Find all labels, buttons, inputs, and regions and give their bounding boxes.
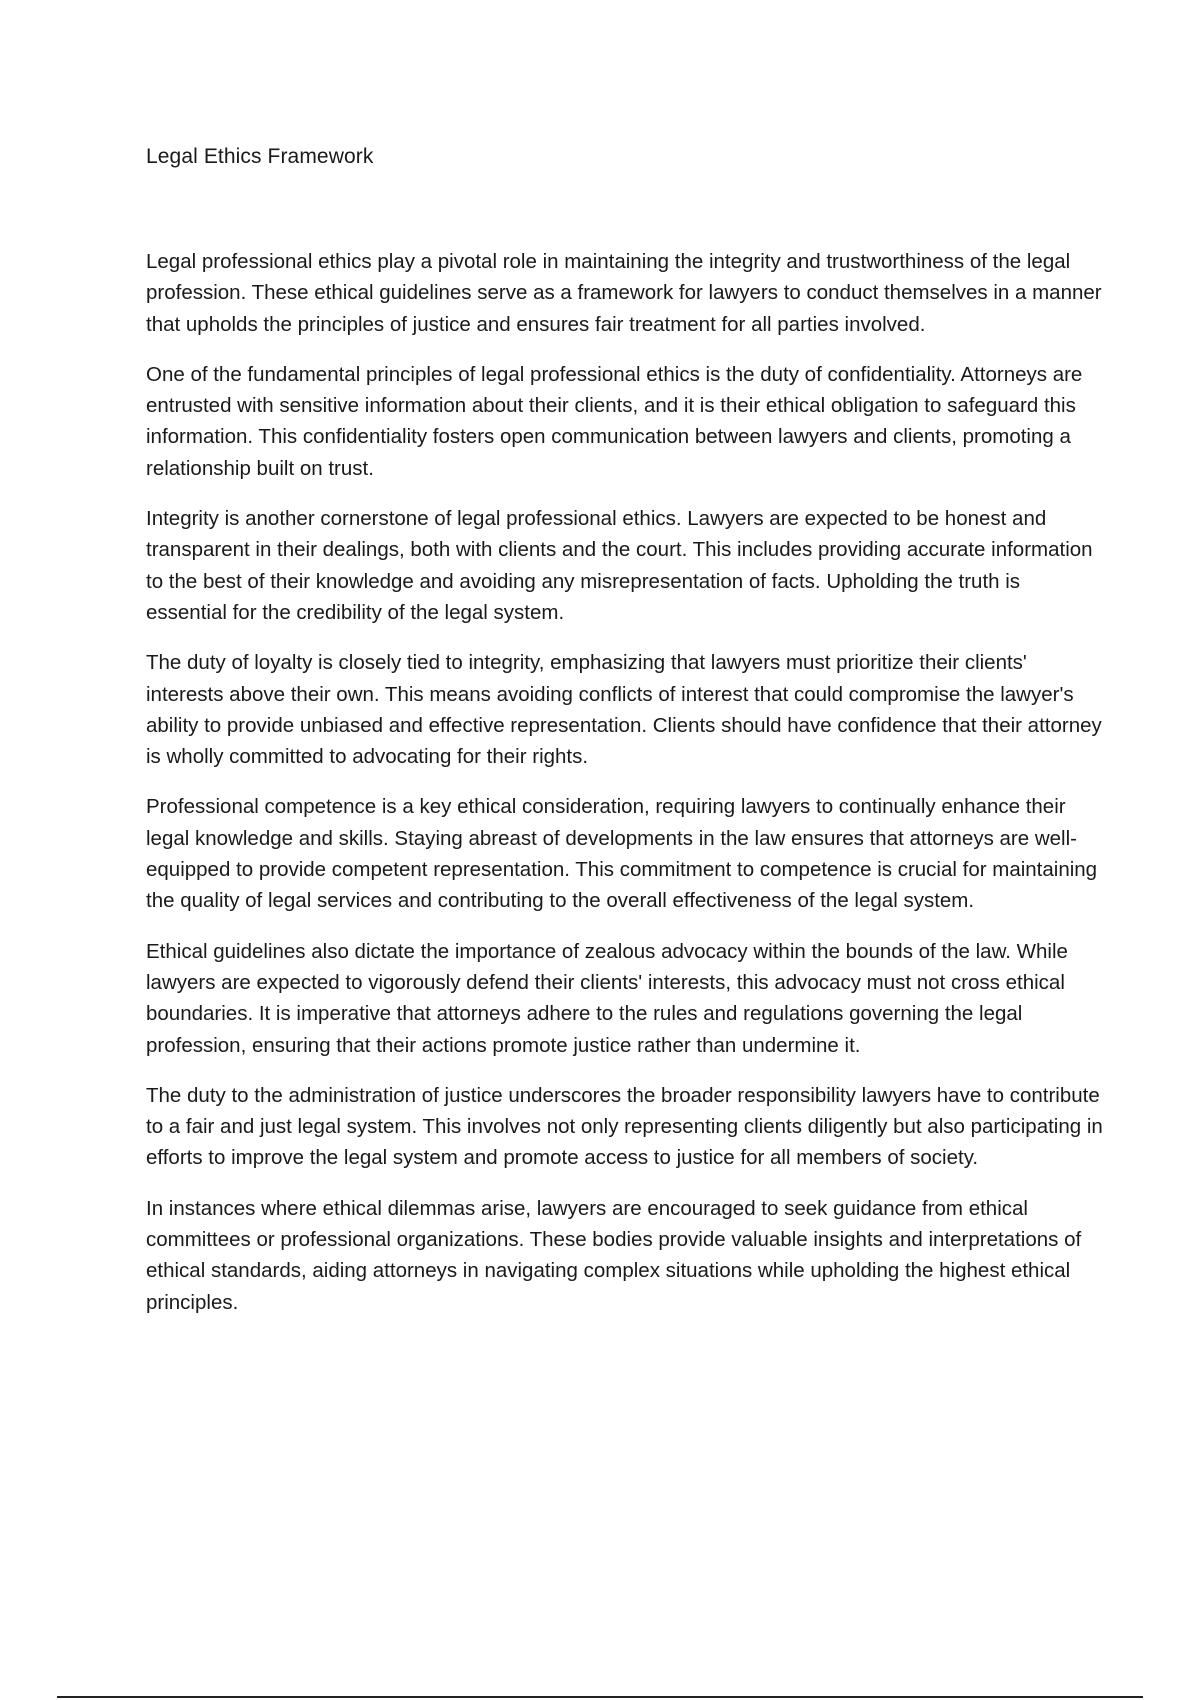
paragraph-zealous-advocacy: Ethical guidelines also dictate the importance of zealous advocacy within the bounds of the law. While lawyers are expected to vigorously defend their clients' interests, this advocacy must not cross ethical boundaries. It is imperative that attorneys adhere to the rules and regulations governing the legal profession, ensuring that their actions promote justice rather than undermine it. (146, 939, 1068, 1057)
document-title: Legal Ethics Framework (146, 145, 374, 168)
paragraph-confidentiality: One of the fundamental principles of legal professional ethics is the duty of confidentiality. Attorneys are entrusted with sensitive information about their clients, and it is their ethical obligation to safeguard this information. This confidentiality fosters open communication between lawyers and clients, promoting a relationship built on trust. (146, 362, 1083, 480)
page-bottom-divider (57, 1696, 1143, 1698)
paragraph-administration-of-justice: The duty to the administration of justice underscores the broader responsibility lawyers have to contribute to a fair and just legal system. This involves not only representing clients diligently but also participating in efforts to improve the legal system and promote access to justice for all members of society. (146, 1083, 1103, 1170)
paragraph-introduction: Legal professional ethics play a pivotal role in maintaining the integrity and trustworthiness of the legal profession. These ethical guidelines serve as a framework for lawyers to conduct themselves in a manner that upholds the principles of justice and ensures fair treatment for all parties involved. (146, 250, 1102, 336)
paragraph-ethical-dilemmas: In instances where ethical dilemmas arise, lawyers are encouraged to seek guidance from ethical committees or professional organizations. These bodies provide valuable insights and interpretations of ethical standards, aiding attorneys in navigating complex situations while upholding the highest ethical principles. (146, 1196, 1082, 1314)
paragraph-integrity: Integrity is another cornerstone of legal professional ethics. Lawyers are expected to be honest and transparent in their dealings, both with clients and the court. This includes providing accurate information to the best of their knowledge and avoiding any misrepresentation of facts. Upholding the truth is essential for the credibility of the legal system. (146, 507, 1093, 624)
paragraph-competence: Professional competence is a key ethical consideration, requiring lawyers to continually enhance their legal knowledge and skills. Staying abreast of developments in the law ensures that attorneys are well-equipped to provide competent representation. This commitment to competence is crucial for maintaining the quality of legal services and contributing to the overall effectiveness of the legal system. (146, 795, 1098, 913)
document-body (146, 246, 1106, 1337)
paragraph-loyalty: The duty of loyalty is closely tied to integrity, emphasizing that lawyers must prioritize their clients' interests above their own. This means avoiding conflicts of interest that could compromise the lawyer's ability to provide unbiased and effective representation. Clients should have confidence that their attorney is wholly committed to advocating for their rights. (146, 651, 1102, 769)
